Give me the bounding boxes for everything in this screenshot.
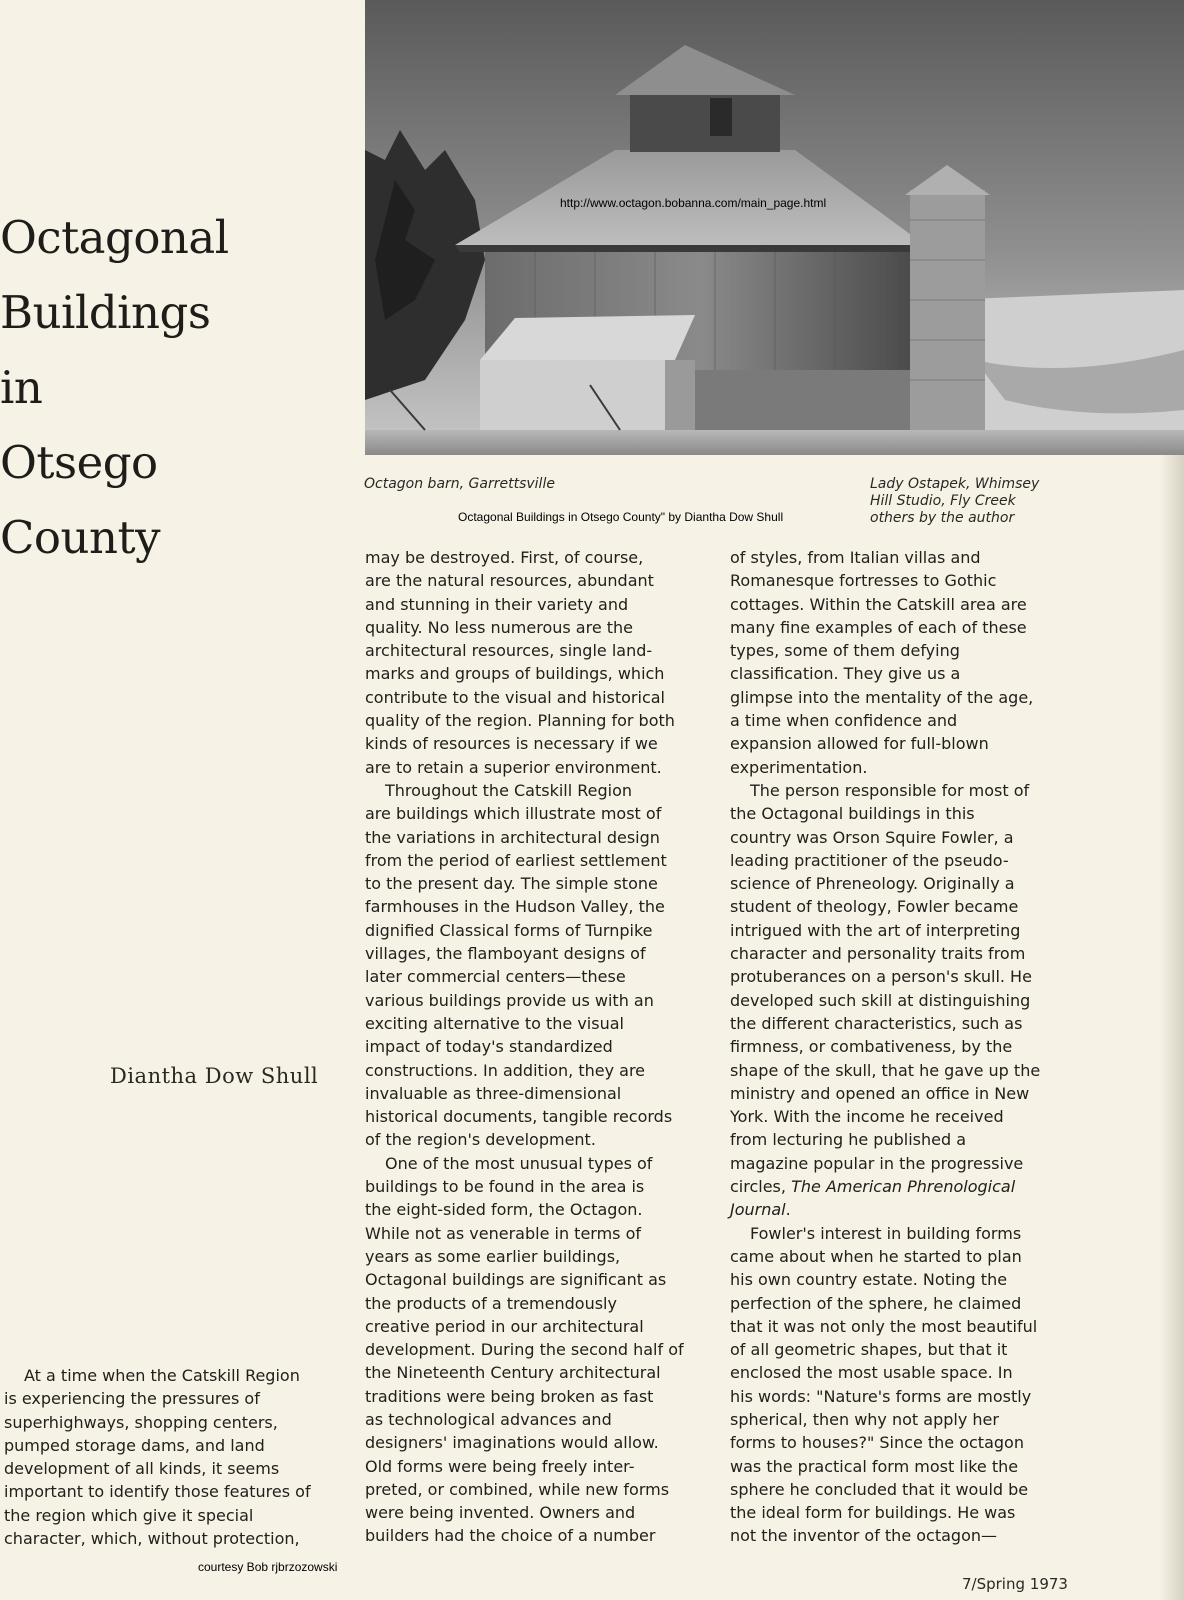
text-line: of the region's development. — [365, 1130, 596, 1150]
text-line: many fine examples of each of these — [730, 617, 1027, 637]
text-line: character, which, without protection, — [4, 1529, 300, 1549]
text-line: science of Phreneology. Originally a — [730, 874, 1015, 894]
text-line: the different characteristics, such as — [730, 1013, 1023, 1033]
text-line: may be destroyed. First, of course, — [365, 548, 644, 567]
text-line: protuberances on a person's skull. He — [730, 967, 1032, 987]
text-line: and stunning in their variety and — [365, 594, 629, 614]
text-line: historical documents, tangible records — [365, 1107, 673, 1127]
title-line: Buildings — [0, 286, 211, 339]
octagon-barn-photo — [365, 0, 1184, 455]
author-byline: Diantha Dow Shull — [110, 1064, 319, 1088]
text-line: of styles, from Italian villas and — [730, 548, 981, 567]
text-line: was the practical form most like the — [730, 1456, 1019, 1476]
article-column-3 — [730, 546, 1075, 1548]
text-line: leading practitioner of the pseudo- — [730, 850, 1009, 870]
text-line: his own country estate. Noting the — [730, 1270, 1008, 1290]
text-line: Old forms were being freely inter- — [365, 1456, 635, 1476]
text-line: later commercial centers—these — [365, 967, 626, 987]
text-line: designers' imaginations would allow. — [365, 1433, 659, 1453]
text-line: the region which give it special — [4, 1505, 254, 1525]
text-line: experimentation. — [730, 757, 868, 777]
text-line-prefix: circles, — [730, 1177, 792, 1197]
text-line: cottages. Within the Catskill area are — [730, 594, 1027, 614]
text-line: character and personality traits from — [730, 944, 1026, 964]
text-line: ministry and opened an office in New — [730, 1083, 1030, 1103]
text-line: quality of the region. Planning for both — [365, 711, 675, 731]
text-line: of all geometric shapes, but that it — [730, 1340, 1008, 1360]
text-line: The person responsible for most of — [750, 780, 1030, 800]
text-line: architectural resources, single land- — [365, 641, 653, 661]
text-line: Throughout the Catskill Region — [385, 780, 633, 800]
text-line: spherical, then why not apply her — [730, 1409, 999, 1429]
photo-credit-line: others by the author — [870, 510, 1015, 526]
photo-url-overlay: http://www.octagon.bobanna.com/main_page.html — [560, 196, 827, 210]
text-line: marks and groups of buildings, which — [365, 664, 665, 684]
text-line: firmness, or combativeness, by the — [730, 1037, 1013, 1057]
source-note: Octagonal Buildings in Otsego County" by Diantha Dow Shull — [458, 510, 784, 524]
title-line: in — [0, 361, 43, 414]
text-line: the variations in architectural design — [365, 827, 660, 847]
text-line: important to identify those features of — [4, 1482, 311, 1502]
article-title — [0, 200, 330, 575]
text-line: shape of the skull, that he gave up the — [730, 1060, 1041, 1080]
text-line: perfection of the sphere, he claimed — [730, 1293, 1022, 1313]
text-line: impact of today's standardized — [365, 1037, 613, 1057]
text-line: development. During the second half of — [365, 1340, 684, 1360]
text-line: villages, the flamboyant designs of — [365, 944, 646, 964]
text-line: is experiencing the pressures of — [4, 1389, 260, 1409]
text-line: are to retain a superior environment. — [365, 757, 662, 777]
text-line: expansion allowed for full-blown — [730, 734, 989, 754]
photo-credit-line: Hill Studio, Fly Creek — [870, 493, 1016, 509]
text-line: traditions were being broken as fast — [365, 1386, 654, 1406]
text-line: types, some of them defying — [730, 641, 960, 661]
text-line: contribute to the visual and historical — [365, 687, 665, 707]
text-line-journal — [730, 1175, 1075, 1198]
text-line-journal-end: Journal. — [730, 1200, 791, 1220]
text-line: various buildings provide us with an — [365, 990, 654, 1010]
text-line: At a time when the Catskill Region — [24, 1366, 300, 1385]
text-line: kinds of resources is necessary if we — [365, 734, 658, 754]
text-line: developed such skill at distinguishing — [730, 990, 1031, 1010]
title-line: County — [0, 511, 160, 564]
text-line: the Octagonal buildings in this — [730, 804, 975, 824]
text-line: are buildings which illustrate most of — [365, 804, 662, 824]
article-column-1 — [4, 1364, 344, 1550]
text-line: quality. No less numerous are the — [365, 617, 634, 637]
text-line: not the inventor of the octagon— — [730, 1526, 997, 1546]
text-line: development of all kinds, it seems — [4, 1459, 280, 1479]
text-line: invaluable as three-dimensional — [365, 1083, 622, 1103]
text-line: buildings to be found in the area is — [365, 1177, 645, 1197]
journal-title: The American Phrenological — [791, 1177, 1016, 1197]
text-line: One of the most unusual types of — [385, 1153, 653, 1173]
text-line: the eight-sided form, the Octagon. — [365, 1200, 643, 1220]
text-line: exciting alternative to the visual — [365, 1013, 624, 1033]
page-folio: 7/Spring 1973 — [962, 1575, 1068, 1593]
text-line: Octagonal buildings are significant as — [365, 1270, 667, 1290]
text-line: the ideal form for buildings. He was — [730, 1503, 1016, 1523]
text-line: Fowler's interest in building forms — [750, 1223, 1022, 1243]
text-line: glimpse into the mentality of the age, — [730, 687, 1034, 707]
journal-title-end: Journal — [730, 1200, 786, 1220]
text-line: his words: "Nature's forms are mostly — [730, 1386, 1032, 1406]
title-line: Otsego — [0, 436, 158, 489]
text-line: to the present day. The simple stone — [365, 874, 658, 894]
text-line: dignified Classical forms of Turnpike — [365, 920, 653, 940]
text-line: builders had the choice of a number — [365, 1526, 656, 1546]
text-line: forms to houses?" Since the octagon — [730, 1433, 1024, 1453]
text-line: that it was not only the most beautiful — [730, 1316, 1038, 1336]
photo-credit-line: Lady Ostapek, Whimsey — [870, 476, 1040, 492]
text-line: creative period in our architectural — [365, 1316, 644, 1336]
photo-credits — [870, 476, 1130, 527]
barn-illustration — [365, 0, 1184, 455]
text-line: the products of a tremendously — [365, 1293, 617, 1313]
footer-credit: courtesy Bob rjbrzozowski — [198, 1560, 338, 1574]
column-3-part-b — [730, 1222, 1075, 1548]
text-line: constructions. In addition, they are — [365, 1060, 646, 1080]
text-line: country was Orson Squire Fowler, a — [730, 827, 1014, 847]
article-column-2 — [365, 546, 705, 1548]
column-3-part-a — [730, 546, 1075, 1175]
text-line: years as some earlier buildings, — [365, 1246, 621, 1266]
text-line: York. With the income he received — [730, 1107, 1004, 1127]
text-line: a time when confidence and — [730, 711, 958, 731]
text-line: farmhouses in the Hudson Valley, the — [365, 897, 665, 917]
photo-caption: Octagon barn, Garrettsville — [364, 476, 555, 492]
text-line: as technological advances and — [365, 1409, 612, 1429]
text-line: pumped storage dams, and land — [4, 1435, 265, 1455]
text-line: from the period of earliest settlement — [365, 850, 667, 870]
text-line: Romanesque fortresses to Gothic — [730, 571, 997, 591]
text-line: sphere he concluded that it would be — [730, 1479, 1029, 1499]
text-line: from lecturing he published a — [730, 1130, 967, 1150]
text-line: While not as venerable in terms of — [365, 1223, 642, 1243]
text-line: student of theology, Fowler became — [730, 897, 1019, 917]
text-line: are the natural resources, abundant — [365, 571, 654, 591]
text-line: came about when he started to plan — [730, 1246, 1022, 1266]
text-line: superhighways, shopping centers, — [4, 1412, 278, 1432]
text-line: preted, or combined, while new forms — [365, 1479, 670, 1499]
text-line: enclosed the most usable space. In — [730, 1363, 1013, 1383]
text-line: magazine popular in the progressive — [730, 1153, 1024, 1173]
text-line: classification. They give us a — [730, 664, 961, 684]
text-line: intrigued with the art of interpreting — [730, 920, 1021, 940]
title-line: Octagonal — [0, 211, 229, 264]
text-line: the Nineteenth Century architectural — [365, 1363, 661, 1383]
text-line: were being invented. Owners and — [365, 1503, 636, 1523]
